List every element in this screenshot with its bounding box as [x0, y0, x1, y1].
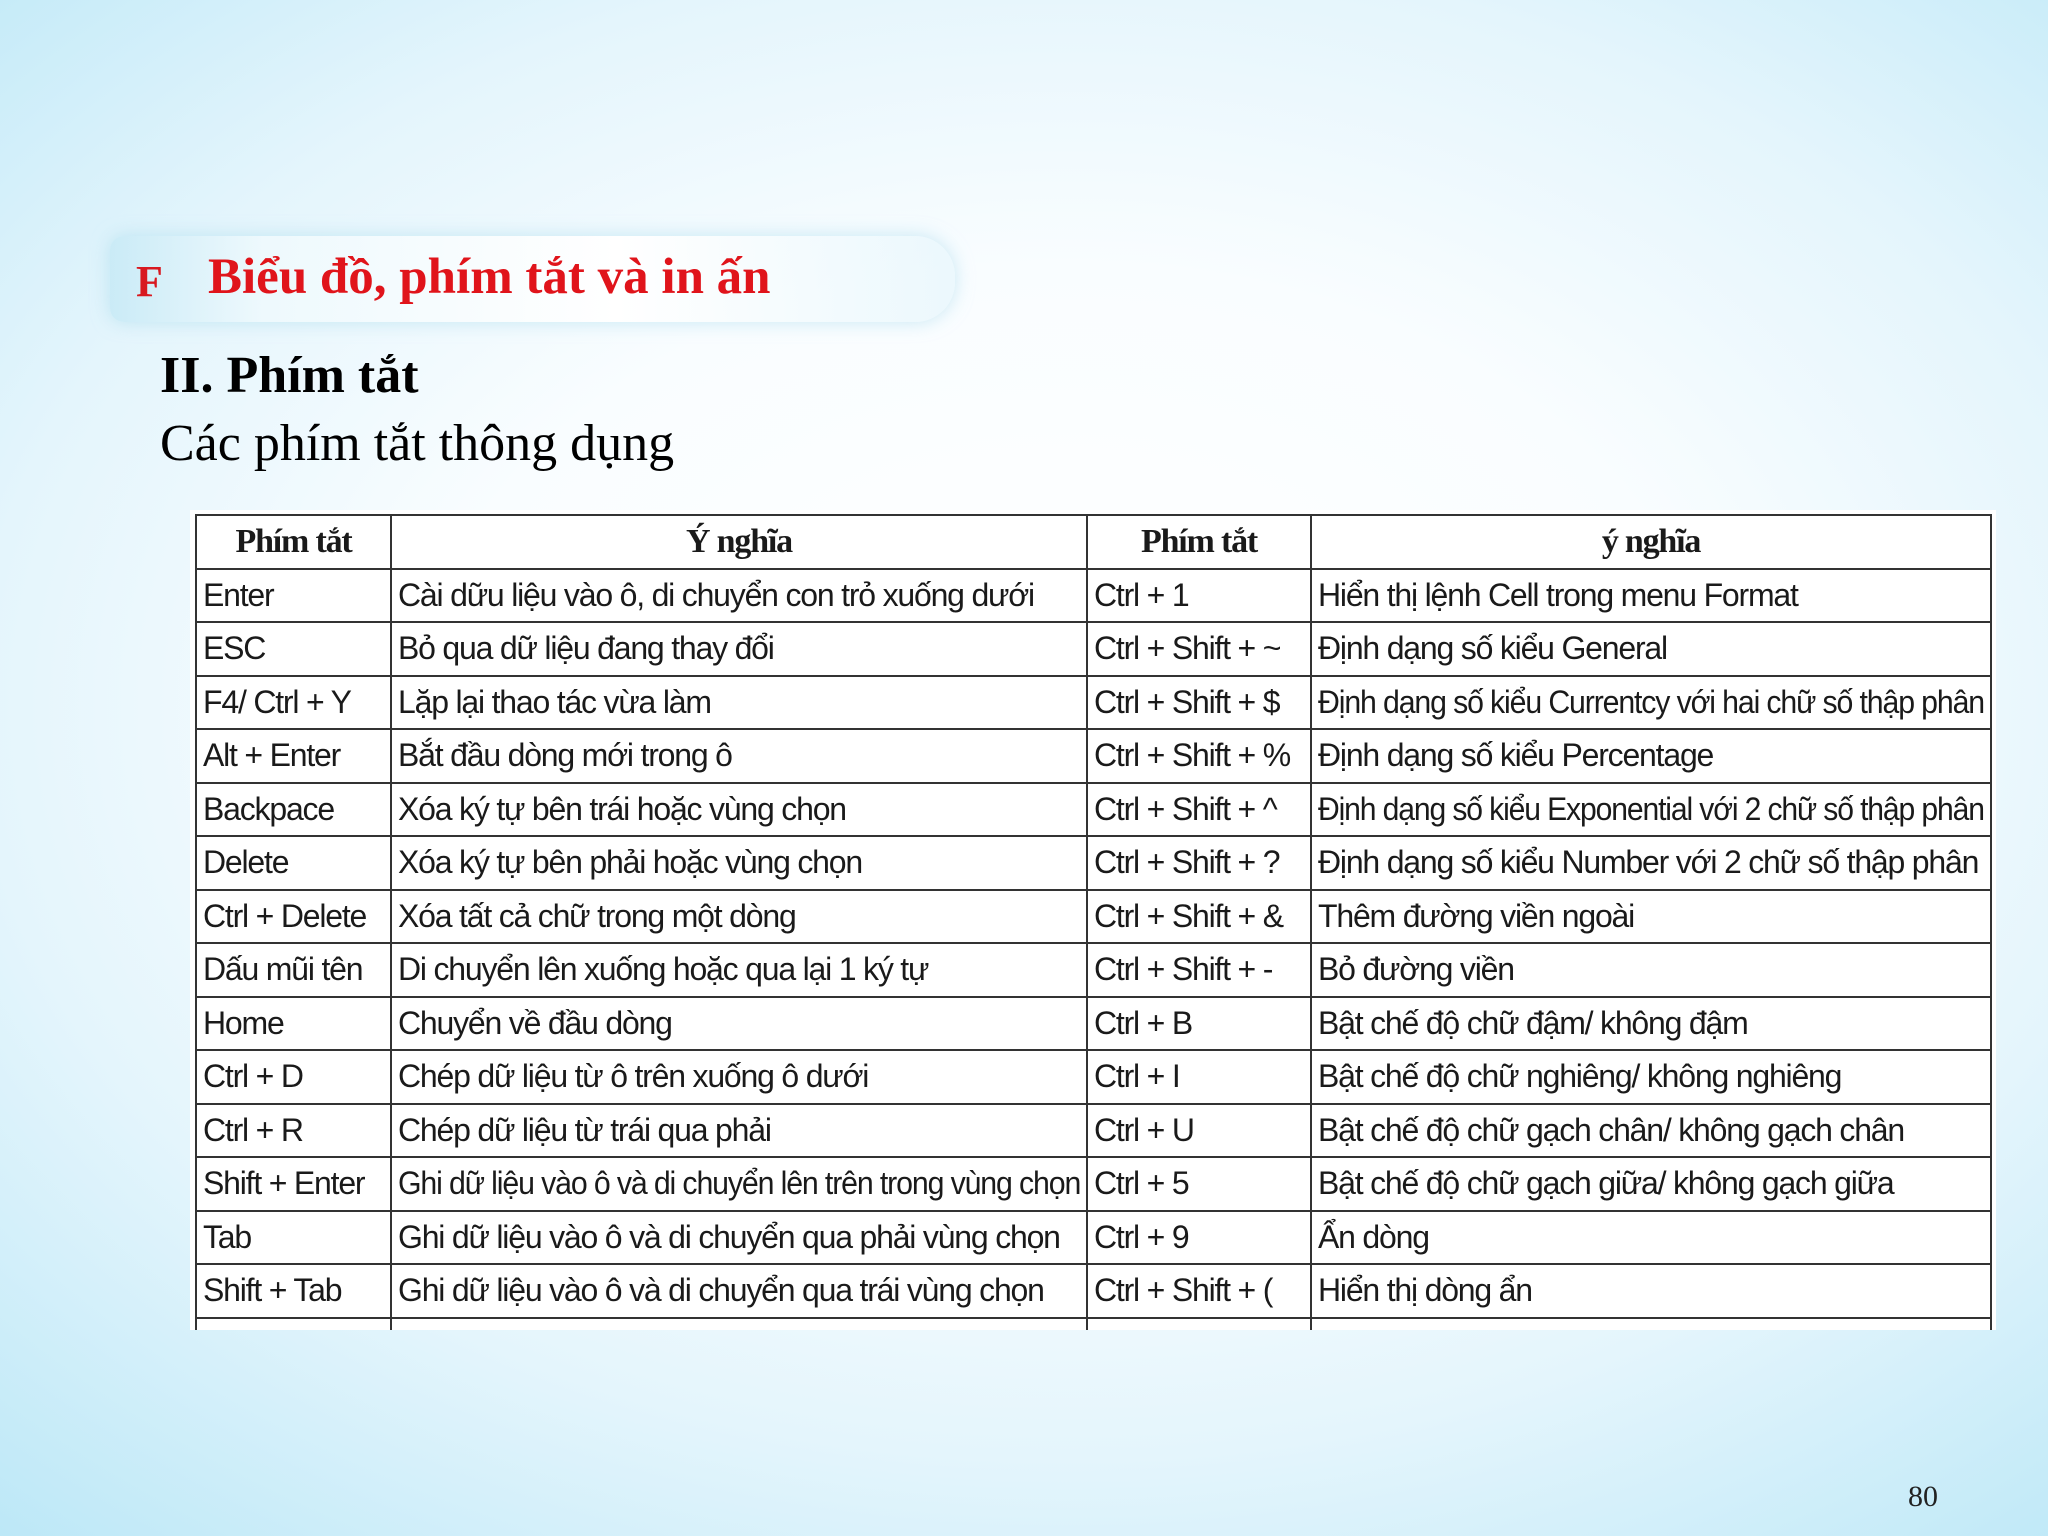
table-row	[196, 1104, 1991, 1158]
shortcuts-table	[195, 514, 1992, 1330]
table-row	[196, 890, 1991, 944]
table-row	[196, 1211, 1991, 1265]
page-number: 80	[1908, 1480, 1938, 1513]
table-cell: Chép dữ liệu từ trái qua phải	[391, 1104, 1087, 1158]
table-cell: Xóa ký tự bên phải hoặc vùng chọn	[391, 836, 1087, 890]
table-cell: Di chuyển lên xuống hoặc qua lại 1 ký tự	[391, 943, 1087, 997]
table-cell: Ctrl + Shift + -	[1087, 943, 1311, 997]
table-row	[196, 569, 1991, 623]
cell-text: Ghi dữ liệu vào ô và di chuyển lên trên trong vùng chọn	[398, 1165, 1081, 1202]
table-cell: Shift + Tab	[196, 1264, 391, 1318]
table-cell: Ghi dữ liệu vào ô và di chuyển qua phải vùng chọn	[391, 1211, 1087, 1265]
table-cell: Ctrl + R	[196, 1104, 391, 1158]
table-cell: Ctrl + 1	[1087, 569, 1311, 623]
table-cell: Enter	[196, 569, 391, 623]
table-cell: Delete	[196, 836, 391, 890]
table-cell: Bật chế độ chữ đậm/ không đậm	[1311, 997, 1991, 1051]
table-cell: Tab	[196, 1211, 391, 1265]
table-cell: Ctrl + Shift + ~	[1087, 622, 1311, 676]
table-body	[196, 569, 1991, 1331]
table-cell: Ctrl + Shift + ^	[1087, 783, 1311, 837]
cell-text: Định dạng số kiểu Exponential với 2 chữ số thập phân	[1318, 790, 1984, 827]
table-cell: Ctrl + Shift + (	[1087, 1264, 1311, 1318]
table-cell: Ctrl + Shift + $	[1087, 676, 1311, 730]
table-cell: Xóa tất cả chữ trong một dòng	[391, 890, 1087, 944]
table-cell: ESC	[196, 622, 391, 676]
table-header-row	[196, 515, 1991, 569]
section-subheading: Các phím tắt thông dụng	[160, 415, 675, 472]
table-cell: Ctrl + 9	[1087, 1211, 1311, 1265]
table-row	[196, 1050, 1991, 1104]
table-row	[196, 729, 1991, 783]
table-cell: Định dạng số kiểu Percentage	[1311, 729, 1991, 783]
table-cell: Thêm đường viền ngoài	[1311, 890, 1991, 944]
table-cell: Ctrl + I	[1087, 1050, 1311, 1104]
header-meaning: Ý nghĩa	[391, 515, 1087, 569]
table-cell: Bỏ đường viền	[1311, 943, 1991, 997]
table-cell: Ctrl + U	[1087, 1104, 1311, 1158]
table-cell: Ctrl + Shift + &	[1087, 890, 1311, 944]
table-cell: Lặp lại thao tác vừa làm	[391, 676, 1087, 730]
banner-title: Biểu đồ, phím tắt và in ấn	[208, 249, 771, 305]
table-cell: Shift + Enter	[196, 1157, 391, 1211]
table-cell	[391, 1157, 1087, 1211]
table-cell: Ctrl + Shift + %	[1087, 729, 1311, 783]
table-cell: Ghi dữ liệu vào ô và di chuyển qua trái vùng chọn	[391, 1264, 1087, 1318]
table-cell: Định dạng số kiểu Number với 2 chữ số thập phân	[1311, 836, 1991, 890]
section-heading: II. Phím tắt	[160, 347, 419, 404]
table-cell: Bắt đầu dòng mới trong ô	[391, 729, 1087, 783]
table-cell: Dấu mũi tên	[196, 943, 391, 997]
shortcuts-table-image	[190, 510, 1996, 1330]
table-cell: Cài dữu liệu vào ô, di chuyển con trỏ xuống dưới	[391, 569, 1087, 623]
table-cell-empty	[196, 1318, 391, 1331]
table-cell: Bỏ qua dữ liệu đang thay đổi	[391, 622, 1087, 676]
table-cell: Định dạng số kiểu General	[1311, 622, 1991, 676]
table-cell: Ctrl + D	[196, 1050, 391, 1104]
header-shortcut: Phím tắt	[196, 515, 391, 569]
table-cell-empty	[1311, 1318, 1991, 1331]
table-cell: Alt + Enter	[196, 729, 391, 783]
table-cell: Hiển thị lệnh Cell trong menu Format	[1311, 569, 1991, 623]
table-cell	[1311, 783, 1991, 837]
table-cell: Bật chế độ chữ gạch giữa/ không gạch giữa	[1311, 1157, 1991, 1211]
table-cell: F4/ Ctrl + Y	[196, 676, 391, 730]
table-row	[196, 1157, 1991, 1211]
table-cell-empty	[1087, 1318, 1311, 1331]
table-cell: Home	[196, 997, 391, 1051]
table-cell: Bật chế độ chữ nghiêng/ không nghiêng	[1311, 1050, 1991, 1104]
table-row	[196, 997, 1991, 1051]
table-cell: Ctrl + Shift + ?	[1087, 836, 1311, 890]
table-cell: Ẩn dòng	[1311, 1211, 1991, 1265]
table-row	[196, 943, 1991, 997]
table-cell: Xóa ký tự bên trái hoặc vùng chọn	[391, 783, 1087, 837]
table-cell-empty	[391, 1318, 1087, 1331]
header-shortcut-2: Phím tắt	[1087, 515, 1311, 569]
banner-letter: F	[136, 257, 164, 306]
table-row	[196, 783, 1991, 837]
table-row	[196, 622, 1991, 676]
table-cell	[1311, 676, 1991, 730]
table-row	[196, 836, 1991, 890]
table-cell: Ctrl + Delete	[196, 890, 391, 944]
header-meaning-2: ý nghĩa	[1311, 515, 1991, 569]
table-cell: Backpace	[196, 783, 391, 837]
table-cell: Chuyển về đầu dòng	[391, 997, 1087, 1051]
table-row	[196, 676, 1991, 730]
table-row-partial	[196, 1318, 1991, 1331]
table-row	[196, 1264, 1991, 1318]
table-cell: Ctrl + 5	[1087, 1157, 1311, 1211]
table-cell: Ctrl + B	[1087, 997, 1311, 1051]
table-cell: Hiển thị dòng ẩn	[1311, 1264, 1991, 1318]
cell-text: Định dạng số kiểu Currentcy với hai chữ số thập phân	[1318, 683, 1984, 720]
table-cell: Chép dữ liệu từ ô trên xuống ô dưới	[391, 1050, 1087, 1104]
table-cell: Bật chế độ chữ gạch chân/ không gạch chân	[1311, 1104, 1991, 1158]
